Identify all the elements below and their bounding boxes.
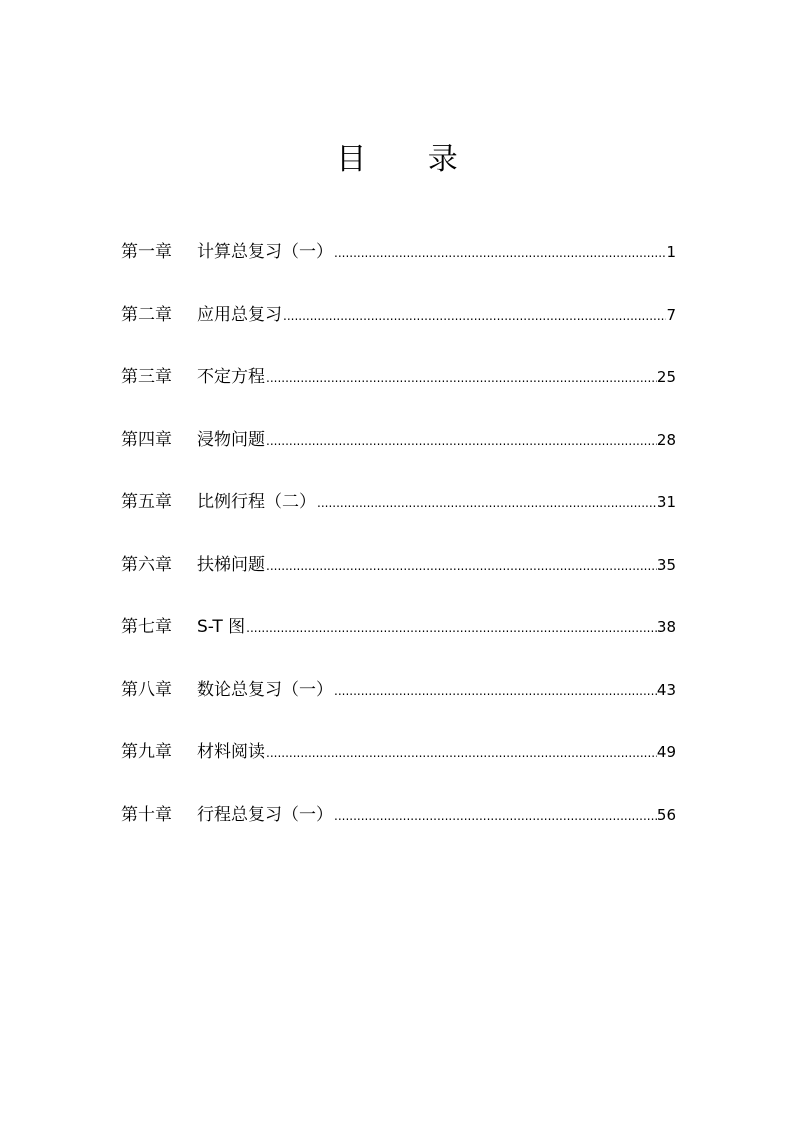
dot-leader bbox=[245, 612, 657, 644]
dot-leader bbox=[333, 237, 666, 269]
page-number: 38 bbox=[656, 618, 676, 636]
toc-entry[interactable] bbox=[121, 736, 676, 768]
chapter-title: 扶梯问题 bbox=[197, 554, 265, 575]
chapter-title: 不定方程 bbox=[197, 367, 265, 387]
toc-list bbox=[121, 236, 676, 861]
dot-leader bbox=[282, 300, 666, 332]
chapter-title: S-T 图 bbox=[197, 617, 246, 637]
chapter-number: 第九章 bbox=[121, 742, 172, 762]
chapter-number: 第一章 bbox=[121, 242, 172, 262]
chapter-title: 浸物问题 bbox=[197, 429, 265, 450]
dot-leader bbox=[265, 737, 657, 769]
page-number: 56 bbox=[656, 805, 676, 824]
page-number: 43 bbox=[656, 680, 676, 699]
toc-entry[interactable] bbox=[121, 486, 676, 518]
chapter-title: 比例行程（二） bbox=[197, 492, 316, 512]
chapter-number: 第五章 bbox=[121, 492, 172, 512]
dot-leader bbox=[265, 425, 657, 457]
dot-leader bbox=[333, 675, 657, 707]
toc-entry[interactable] bbox=[121, 799, 676, 831]
chapter-number: 第十章 bbox=[121, 804, 172, 825]
chapter-number: 第七章 bbox=[121, 617, 172, 637]
chapter-number: 第四章 bbox=[121, 429, 172, 450]
page-number: 25 bbox=[656, 368, 676, 386]
page-number: 35 bbox=[656, 555, 676, 574]
chapter-title: 数论总复习（一） bbox=[197, 679, 333, 700]
toc-entry[interactable] bbox=[121, 674, 676, 706]
chapter-number: 第八章 bbox=[121, 679, 172, 700]
chapter-title: 行程总复习（一） bbox=[197, 804, 333, 825]
dot-leader bbox=[265, 550, 657, 582]
page-number: 49 bbox=[656, 743, 676, 761]
chapter-title: 计算总复习（一） bbox=[197, 242, 333, 262]
page-number: 1 bbox=[666, 243, 676, 261]
toc-entry[interactable] bbox=[121, 361, 676, 393]
toc-title: 目 录 bbox=[336, 142, 484, 177]
chapter-number: 第三章 bbox=[121, 367, 172, 387]
dot-leader bbox=[333, 800, 657, 832]
toc-entry[interactable] bbox=[121, 299, 676, 331]
toc-entry[interactable] bbox=[121, 549, 676, 581]
toc-entry[interactable] bbox=[121, 424, 676, 456]
page-number: 28 bbox=[656, 430, 676, 449]
page-number: 7 bbox=[666, 305, 676, 324]
chapter-title: 材料阅读 bbox=[197, 742, 265, 762]
toc-entry[interactable] bbox=[121, 611, 676, 643]
dot-leader bbox=[316, 487, 657, 519]
page-number: 31 bbox=[656, 493, 676, 511]
toc-entry[interactable] bbox=[121, 236, 676, 268]
chapter-title: 应用总复习 bbox=[197, 304, 282, 325]
chapter-number: 第二章 bbox=[121, 304, 172, 325]
dot-leader bbox=[265, 362, 657, 394]
chapter-number: 第六章 bbox=[121, 554, 172, 575]
